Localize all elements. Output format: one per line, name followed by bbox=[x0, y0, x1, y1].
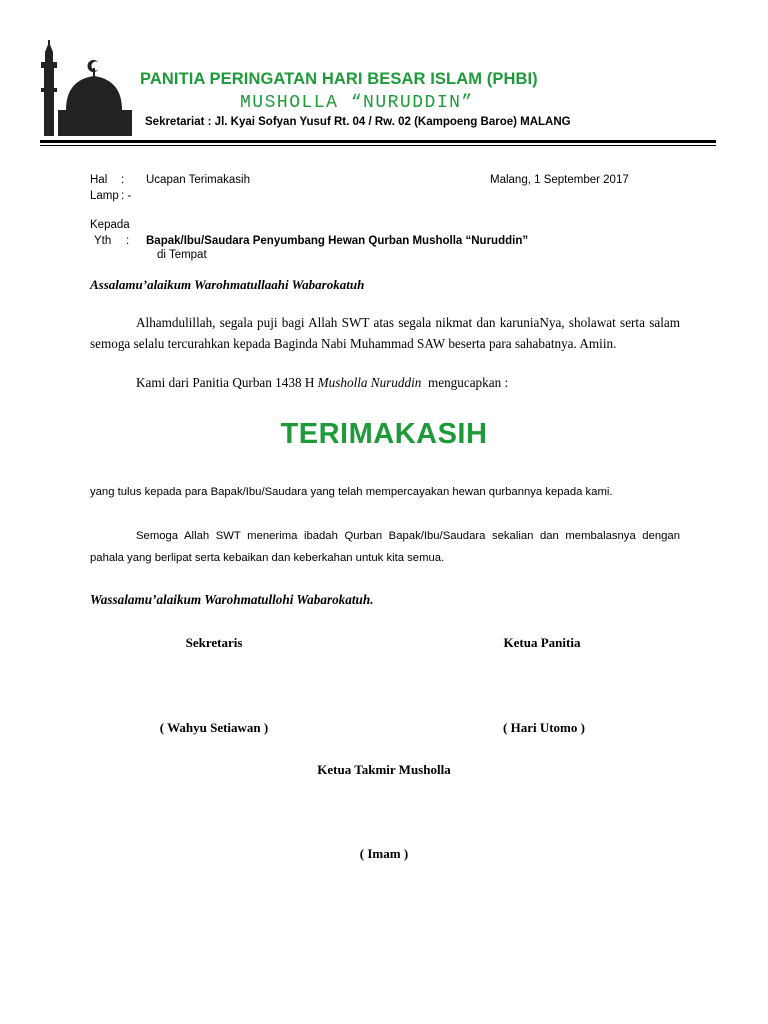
paragraph-2-text: Kami dari Panitia Qurban 1438 H bbox=[136, 375, 318, 390]
signature-center-name: ( Imam ) bbox=[359, 846, 409, 861]
hal-value: Ucapan Terimakasih bbox=[146, 174, 250, 186]
org-title: PANITIA PERINGATAN HARI BESAR ISLAM (PHBI) bbox=[140, 70, 538, 88]
signature-left-name: ( Wahyu Setiawan ) bbox=[159, 720, 269, 735]
hal-label: Hal bbox=[90, 174, 108, 186]
signature-center-role: Ketua Takmir Musholla bbox=[317, 762, 451, 777]
header-rule-thick bbox=[40, 140, 716, 143]
org-address: Sekretariat : Jl. Kyai Sofyan Yusuf Rt. 04 / Rw. 02 (Kampoeng Baroe) MALANG bbox=[145, 116, 571, 128]
header-rule-thin bbox=[40, 145, 716, 146]
closing-salam: Wassalamu’alaikum Warohmatullohi Wabarokatuh. bbox=[90, 592, 374, 607]
letter-date: Malang, 1 September 2017 bbox=[490, 174, 629, 186]
kepada-label: Kepada bbox=[90, 219, 130, 231]
paragraph-1: Alhamdulillah, segala puji bagi Allah SWT atas segala nikmat dan karuniaNya, sholawat serta salam semoga selalu tercurahkan kepada Baginda Nabi Muhammad SAW beserta para sahabatnya. Amiin. bbox=[90, 315, 680, 351]
yth-separator: : bbox=[126, 235, 130, 247]
thanks-heading: TERIMAKASIH bbox=[280, 418, 488, 450]
yth-label: Yth bbox=[94, 235, 112, 247]
signature-right-role: Ketua Panitia bbox=[503, 635, 581, 650]
paragraph-4: Semoga Allah SWT menerima ibadah Qurban Bapak/Ibu/Saudara sekalian dan membalasnya dengan pahala yang berlipat serta kebaikan dan keberkahan untuk kita semua. bbox=[90, 530, 680, 564]
lamp-value: : - bbox=[121, 190, 132, 202]
signature-right-name: ( Hari Utomo ) bbox=[503, 720, 585, 735]
paragraph-2 bbox=[136, 375, 508, 391]
hal-separator: : bbox=[121, 174, 125, 186]
yth-value: Bapak/Ibu/Saudara Penyumbang Hewan Qurban Musholla “Nuruddin” bbox=[146, 235, 529, 247]
paragraph-3: yang tulus kepada para Bapak/Ibu/Saudara yang telah mempercayakan hewan qurbannya kepada kami. bbox=[90, 486, 613, 498]
di-tempat: di Tempat bbox=[157, 249, 207, 261]
signature-left-role: Sekretaris bbox=[185, 635, 243, 650]
opening-salam: Assalamu’alaikum Warohmatullaahi Wabarokatuh bbox=[90, 277, 365, 292]
org-subtitle: MUSHOLLA “NURUDDIN” bbox=[240, 93, 474, 113]
paragraph-2-end: mengucapkan : bbox=[421, 375, 509, 390]
lamp-label: Lamp bbox=[90, 190, 119, 202]
mosque-icon bbox=[36, 40, 136, 136]
paragraph-2-italic: Musholla Nuruddin bbox=[317, 375, 422, 390]
